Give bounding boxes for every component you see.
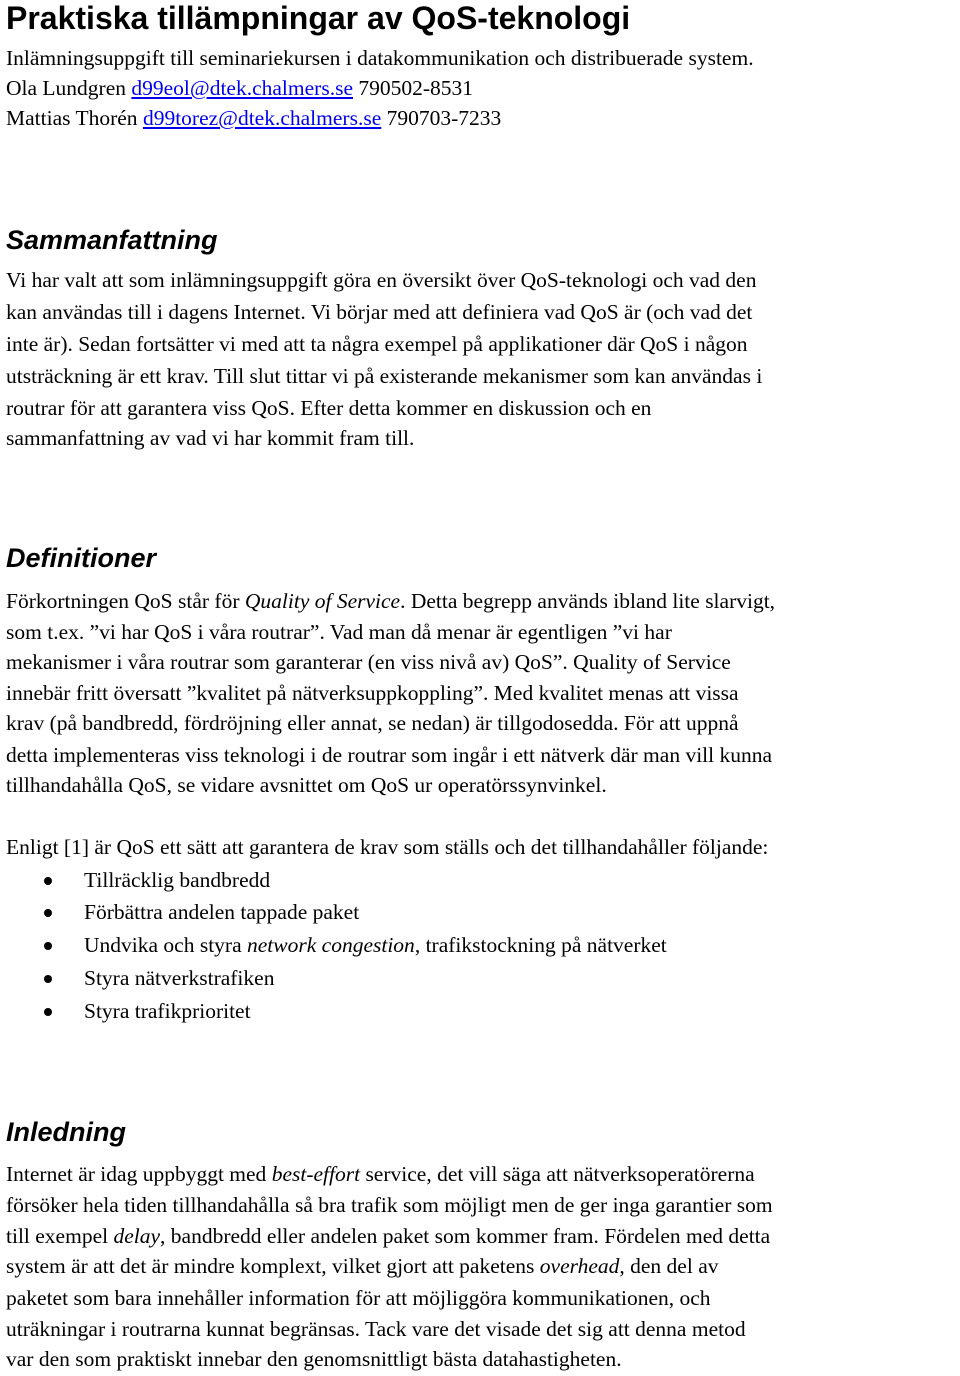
- paragraph-line: [6, 1190, 773, 1220]
- text-run: , den del av: [619, 1254, 719, 1278]
- list-item: [84, 897, 359, 927]
- text-run: system är att det är mindre komplext, vilket gjort att paketens: [6, 1254, 540, 1278]
- emphasis-text: overhead: [539, 1254, 620, 1278]
- list-item: [84, 963, 274, 993]
- text-run: Styra trafikprioritet: [84, 999, 251, 1023]
- paragraph-line: [6, 1251, 719, 1281]
- author-name: Mattias Thorén: [6, 106, 138, 130]
- paragraph-line: [6, 1344, 622, 1374]
- paragraph-line: krav (på bandbredd, fördröjning eller annat, se nedan) är tillgodosedda. För att uppnå: [6, 711, 739, 735]
- paragraph-line: [6, 1314, 746, 1344]
- text-run: till exempel: [6, 1224, 114, 1248]
- list-item: [84, 865, 270, 895]
- text-run: , bandbredd eller andelen paket som kommer fram. Fördelen med detta: [160, 1224, 771, 1248]
- paragraph-line: Vi har valt att som inlämningsuppgift göra en översikt över QoS-teknologi och vad den: [6, 268, 757, 292]
- text-run: Undvika och styra: [84, 933, 248, 957]
- emphasis-text: delay: [113, 1224, 161, 1248]
- paragraph-line: [6, 1159, 755, 1189]
- text-run: , trafikstockning på nätverket: [414, 933, 667, 957]
- text-run: Styra nätverkstrafiken: [84, 966, 275, 990]
- text-run: . Detta begrepp används ibland lite slarvigt,: [400, 589, 776, 613]
- paragraph-line: som t.ex. ”vi har QoS i våra routrar”. Vad man då menar är egentligen ”vi har: [6, 620, 672, 644]
- paragraph-line: utsträckning är ett krav. Till slut tittar vi på existerande mekanismer som kan användas i: [6, 364, 763, 388]
- paragraph-line: [6, 1221, 770, 1251]
- paragraph-line: innebär fritt översatt ”kvalitet på nätverksuppkoppling”. Med kvalitet menas att vissa: [6, 681, 739, 705]
- paragraph-line: mekanismer i våra routrar som garanterar (en viss nivå av) QoS”. Quality of Service: [6, 650, 731, 674]
- emphasis-text: network congestion: [247, 933, 415, 957]
- text-run: paketet som bara innehåller information för att möjliggöra kommunikationen, och: [6, 1286, 711, 1310]
- author-email-link[interactable]: d99eol@dtek.chalmers.se: [131, 76, 353, 100]
- text-run: var den som praktiskt innebar den genomsnittligt bästa datahastigheten.: [6, 1347, 622, 1371]
- paragraph-line: routrar för att garantera viss QoS. Efter detta kommer en diskussion och en: [6, 396, 652, 420]
- author-phone: 790502-8531: [358, 76, 474, 100]
- paragraph-line: [6, 1283, 711, 1313]
- author-line-2: [6, 103, 501, 133]
- author-email-link[interactable]: d99torez@dtek.chalmers.se: [142, 106, 382, 130]
- bullet-icon: [44, 942, 52, 950]
- section-heading-definitioner: Definitioner: [6, 543, 157, 573]
- paragraph-line: detta implementeras viss teknologi i de routrar som ingår i ett nätverk där man vill kunna: [6, 743, 773, 767]
- list-item: [84, 930, 667, 960]
- document-title: Praktiska tillämpningar av QoS-teknologi: [6, 0, 631, 36]
- author-phone: 790703-7233: [386, 106, 502, 130]
- list-intro: Enligt [1] är QoS ett sätt att garantera de krav som ställs och det tillhandahåller följande:: [6, 835, 769, 859]
- bullet-icon: [44, 975, 52, 983]
- paragraph-line: [6, 586, 775, 616]
- emphasis-text: Quality of Service: [244, 589, 401, 613]
- subtitle: Inlämningsuppgift till seminariekursen i datakommunikation och distribuerade system.: [6, 46, 754, 70]
- list-item: [84, 996, 251, 1026]
- author-line-1: [6, 73, 473, 103]
- section-heading-inledning: Inledning: [6, 1117, 126, 1147]
- text-run: Förbättra andelen tappade paket: [84, 900, 360, 924]
- bullet-icon: [44, 909, 52, 917]
- section-heading-sammanfattning: Sammanfattning: [6, 225, 218, 255]
- text-run: service, det vill säga att nätverksoperatörerna: [360, 1162, 755, 1186]
- bullet-icon: [44, 877, 52, 885]
- text-run: Tillräcklig bandbredd: [84, 868, 271, 892]
- text-run: försöker hela tiden tillhandahålla så bra trafik som möjligt men de ger inga garantier som: [6, 1193, 773, 1217]
- emphasis-text: best-effort: [271, 1162, 361, 1186]
- paragraph-line: tillhandahålla QoS, se vidare avsnittet om QoS ur operatörssynvinkel.: [6, 773, 607, 797]
- paragraph-line: kan användas till i dagens Internet. Vi börjar med att definiera vad QoS är (och vad det: [6, 300, 753, 324]
- paragraph-line: inte är). Sedan fortsätter vi med att ta några exempel på applikationer där QoS i någon: [6, 332, 748, 356]
- bullet-icon: [44, 1008, 52, 1016]
- paragraph-line: sammanfattning av vad vi har kommit fram till.: [6, 426, 415, 450]
- text-run: Internet är idag uppbyggt med: [6, 1162, 272, 1186]
- author-name: Ola Lundgren: [6, 76, 127, 100]
- text-run: Förkortningen QoS står för: [6, 589, 245, 613]
- text-run: uträkningar i routrarna kunnat begränsas. Tack vare det visade det sig att denna metod: [6, 1317, 746, 1341]
